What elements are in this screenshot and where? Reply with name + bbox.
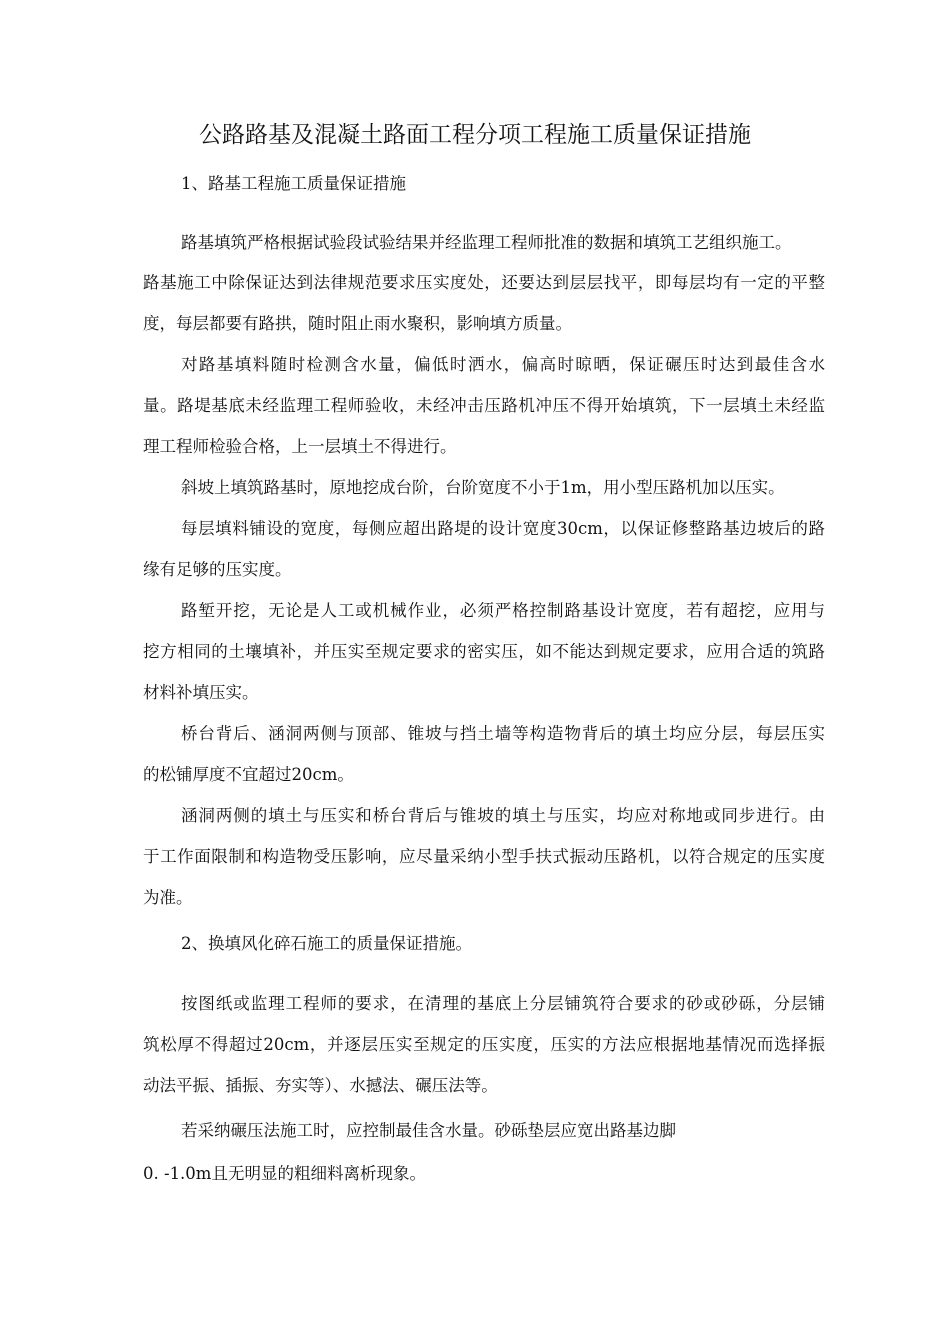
paragraph-line: 于工作面限制和构造物受压影响，应尽量采纳小型手扶式振动压路机，以符合规定的压实度 (143, 847, 825, 866)
paragraph-line: 路堑开挖，无论是人工或机械作业，必须严格控制路基设计宽度，若有超挖，应用与 (181, 601, 825, 620)
paragraph-line: 桥台背后、涵洞两侧与顶部、锥坡与挡土墙等构造物背后的填土均应分层，每层压实 (181, 724, 825, 743)
paragraph-line: 对路基填料随时检测含水量，偏低时洒水，偏高时晾晒，保证碾压时达到最佳含水 (181, 355, 825, 374)
paragraph-line: 筑松厚不得超过20cm，并逐层压实至规定的压实度，压实的方法应根据地基情况而选择振 (143, 1035, 825, 1054)
paragraph-line: 缘有足够的压实度。 (143, 560, 292, 579)
paragraph-line: 路基施工中除保证达到法律规范要求压实度处，还要达到层层找平，即每层均有一定的平整 (143, 273, 825, 292)
paragraph-line: 材料补填压实。 (143, 683, 259, 702)
paragraph-line: 量。路堤基底未经监理工程师验收，未经冲击压路机冲压不得开始填筑，下一层填土未经监 (143, 396, 825, 415)
section-heading-1: 1、路基工程施工质量保证措施 (181, 174, 406, 193)
paragraph-line: 0. -1.0m且无明显的粗细料离析现象。 (143, 1164, 426, 1183)
paragraph-line: 若采纳碾压法施工时，应控制最佳含水量。砂砾垫层应宽出路基边脚 (181, 1121, 676, 1140)
paragraph-line: 每层填料铺设的宽度，每侧应超出路堤的设计宽度30cm，以保证修整路基边坡后的路 (181, 519, 825, 538)
section-heading-2: 2、换填风化碎石施工的质量保证措施。 (181, 934, 472, 953)
paragraph-line: 路基填筑严格根据试验段试验结果并经监理工程师批准的数据和填筑工艺组织施工。 (181, 233, 792, 252)
document-title: 公路路基及混凝土路面工程分项工程施工质量保证措施 (199, 122, 751, 148)
paragraph-line: 按图纸或监理工程师的要求，在清理的基底上分层铺筑符合要求的砂或砂砾，分层铺 (181, 994, 825, 1013)
paragraph-line: 挖方相同的土壤填补，并压实至规定要求的密实压，如不能达到规定要求，应用合适的筑路 (143, 642, 825, 661)
paragraph-line: 为准。 (143, 888, 193, 907)
paragraph-line: 斜坡上填筑路基时，原地挖成台阶，台阶宽度不小于1m，用小型压路机加以压实。 (181, 478, 785, 497)
paragraph-line: 理工程师检验合格，上一层填土不得进行。 (143, 437, 457, 456)
paragraph-line: 动法平振、插振、夯实等）、水撼法、碾压法等。 (143, 1076, 498, 1095)
paragraph-line: 涵洞两侧的填土与压实和桥台背后与锥坡的填土与压实，均应对称地或同步进行。由 (181, 806, 825, 825)
paragraph-line: 的松铺厚度不宜超过20cm。 (143, 765, 354, 784)
paragraph-line: 度，每层都要有路拱，随时阻止雨水聚积，影响填方质量。 (143, 314, 572, 333)
